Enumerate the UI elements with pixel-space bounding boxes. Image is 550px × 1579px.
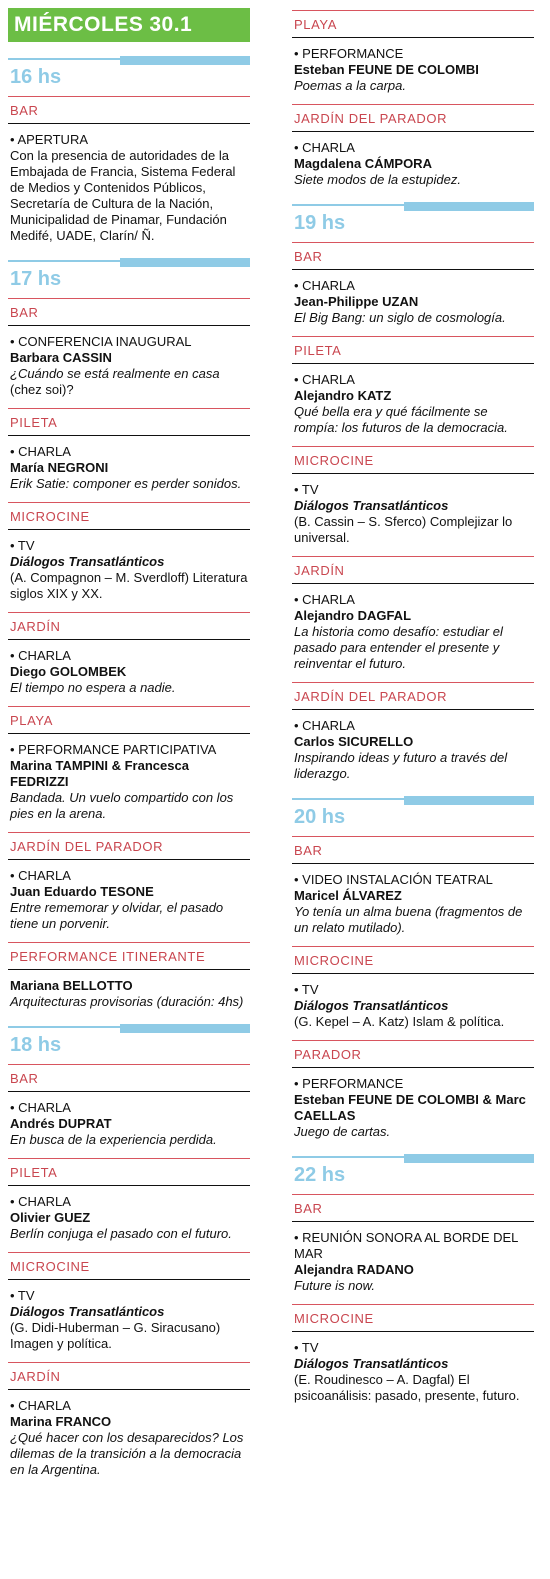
venue-header: PLAYA bbox=[292, 10, 534, 37]
event-type: • PERFORMANCE bbox=[294, 46, 404, 61]
event-title: Juego de cartas. bbox=[294, 1124, 391, 1139]
time-bar bbox=[404, 1154, 534, 1163]
right-column bbox=[292, 10, 534, 1414]
time-bar bbox=[120, 56, 250, 65]
event-description: Con la presencia de autoridades de la Embajada de Francia, Sistema Federal de Medios y Contenidos Públicos, Secretaría de Cultura de la Nación, Municipalidad de Pinamar, Fundación Medifé, UADE, Clarín/ Ñ. bbox=[10, 148, 236, 243]
event-item bbox=[8, 1092, 250, 1158]
time-rule bbox=[292, 204, 412, 206]
time-header bbox=[8, 258, 250, 298]
venue-header: MICROCINE bbox=[292, 946, 534, 973]
event-description: (chez soi)? bbox=[10, 382, 74, 397]
event-item bbox=[292, 270, 534, 336]
time-rule bbox=[8, 1026, 128, 1028]
event-description: (G. Didi-Huberman – G. Siracusano) Imagen y política. bbox=[10, 1320, 221, 1351]
event-description: (E. Roudinesco – A. Dagfal) El psicoanálisis: pasado, presente, futuro. bbox=[294, 1372, 520, 1403]
time-label: 19 hs bbox=[294, 212, 346, 234]
event-item bbox=[292, 364, 534, 446]
venue-header: JARDÍN bbox=[8, 1362, 250, 1389]
event-item bbox=[292, 584, 534, 682]
time-label: 16 hs bbox=[10, 66, 62, 88]
left-column bbox=[8, 0, 250, 1488]
event-type: • CHARLA bbox=[294, 372, 355, 387]
event-speaker: Alejandro DAGFAL bbox=[294, 608, 412, 623]
venue-header: PILETA bbox=[292, 336, 534, 363]
event-speaker: Mariana BELLOTTO bbox=[10, 978, 133, 993]
venue-header: PERFORMANCE ITINERANTE bbox=[8, 942, 250, 969]
day-date: 30.1 bbox=[149, 13, 193, 36]
event-title: Arquitecturas provisorias (duración: 4hs) bbox=[10, 994, 244, 1009]
event-type: • TV bbox=[294, 982, 319, 997]
event-type: • PERFORMANCE bbox=[294, 1076, 404, 1091]
venue-header: BAR bbox=[292, 836, 534, 863]
event-item bbox=[292, 1332, 534, 1414]
event-type: • CHARLA bbox=[10, 868, 71, 883]
time-header bbox=[292, 796, 534, 836]
time-rule bbox=[292, 1156, 412, 1158]
time-bar bbox=[120, 258, 250, 267]
event-type: • CHARLA bbox=[10, 648, 71, 663]
event-speaker: Esteban FEUNE DE COLOMBI bbox=[294, 62, 479, 77]
time-label: 22 hs bbox=[294, 1164, 346, 1186]
event-item bbox=[8, 1280, 250, 1362]
event-item bbox=[8, 734, 250, 832]
event-item bbox=[8, 860, 250, 942]
event-type: • TV bbox=[10, 538, 35, 553]
event-series: Diálogos Transatlánticos bbox=[10, 554, 165, 569]
venue-header: BAR bbox=[8, 1064, 250, 1091]
time-rule bbox=[8, 260, 128, 262]
right-schedule bbox=[292, 10, 534, 1414]
venue-header: PLAYA bbox=[8, 706, 250, 733]
event-item bbox=[292, 474, 534, 556]
event-title: Erik Satie: componer es perder sonidos. bbox=[10, 476, 242, 491]
event-speaker: María NEGRONI bbox=[10, 460, 109, 475]
event-type: • CHARLA bbox=[294, 278, 355, 293]
event-speaker: Jean-Philippe UZAN bbox=[294, 294, 419, 309]
event-speaker: Olivier GUEZ bbox=[10, 1210, 91, 1225]
time-header bbox=[292, 202, 534, 242]
venue-header: PILETA bbox=[8, 408, 250, 435]
day-banner bbox=[8, 8, 250, 42]
venue-header: BAR bbox=[292, 242, 534, 269]
event-item bbox=[292, 864, 534, 946]
event-series: Diálogos Transatlánticos bbox=[10, 1304, 165, 1319]
event-item bbox=[292, 974, 534, 1040]
time-label: 20 hs bbox=[294, 806, 346, 828]
left-schedule bbox=[8, 56, 250, 1488]
time-bar bbox=[120, 1024, 250, 1033]
day-label: MIÉRCOLES bbox=[14, 13, 144, 36]
time-header bbox=[8, 56, 250, 96]
event-title: En busca de la experiencia perdida. bbox=[10, 1132, 217, 1147]
time-rule bbox=[292, 798, 412, 800]
venue-header: MICROCINE bbox=[8, 502, 250, 529]
event-type: • CHARLA bbox=[10, 444, 71, 459]
event-title: ¿Cuándo se está realmente en casa bbox=[10, 366, 220, 381]
event-title: Inspirando ideas y futuro a través del liderazgo. bbox=[294, 750, 508, 781]
event-type: • REUNIÓN SONORA AL BORDE DEL MAR bbox=[294, 1230, 518, 1261]
event-type: • PERFORMANCE PARTICIPATIVA bbox=[10, 742, 217, 757]
event-speaker: Esteban FEUNE DE COLOMBI & Marc CAELLAS bbox=[294, 1092, 526, 1123]
event-item bbox=[8, 124, 250, 254]
event-item bbox=[292, 1222, 534, 1304]
event-title: El Big Bang: un siglo de cosmología. bbox=[294, 310, 506, 325]
event-title: Qué bella era y qué fácilmente se rompía: los futuros de la democracia. bbox=[294, 404, 508, 435]
time-label: 18 hs bbox=[10, 1034, 62, 1056]
event-title: El tiempo no espera a nadie. bbox=[10, 680, 176, 695]
event-speaker: Carlos SICURELLO bbox=[294, 734, 414, 749]
time-header bbox=[8, 1024, 250, 1064]
time-header bbox=[292, 1154, 534, 1194]
event-type: • APERTURA bbox=[10, 132, 88, 147]
event-title: Future is now. bbox=[294, 1278, 375, 1293]
event-type: • TV bbox=[10, 1288, 35, 1303]
event-item bbox=[292, 1068, 534, 1150]
venue-header: BAR bbox=[8, 96, 250, 123]
event-item bbox=[8, 640, 250, 706]
venue-header: JARDÍN DEL PARADOR bbox=[292, 104, 534, 131]
venue-header: MICROCINE bbox=[8, 1252, 250, 1279]
venue-header: JARDÍN DEL PARADOR bbox=[292, 682, 534, 709]
event-speaker: Alejandra RADANO bbox=[294, 1262, 414, 1277]
venue-header: MICROCINE bbox=[292, 1304, 534, 1331]
venue-header: JARDÍN bbox=[8, 612, 250, 639]
event-item bbox=[8, 530, 250, 612]
event-type: • VIDEO INSTALACIÓN TEATRAL bbox=[294, 872, 493, 887]
event-item bbox=[8, 436, 250, 502]
event-type: • CHARLA bbox=[10, 1100, 71, 1115]
time-rule bbox=[8, 58, 128, 60]
event-item bbox=[8, 1390, 250, 1488]
event-title: Siete modos de la estupidez. bbox=[294, 172, 461, 187]
event-item bbox=[292, 38, 534, 104]
event-type: • CHARLA bbox=[10, 1194, 71, 1209]
event-speaker: Juan Eduardo TESONE bbox=[10, 884, 154, 899]
event-title: Entre rememorar y olvidar, el pasado tiene un porvenir. bbox=[10, 900, 224, 931]
event-series: Diálogos Transatlánticos bbox=[294, 998, 449, 1013]
event-speaker: Magdalena CÁMPORA bbox=[294, 156, 432, 171]
event-title: Poemas a la carpa. bbox=[294, 78, 407, 93]
event-type: • CONFERENCIA INAUGURAL bbox=[10, 334, 192, 349]
event-title: Berlín conjuga el pasado con el futuro. bbox=[10, 1226, 232, 1241]
event-type: • CHARLA bbox=[294, 592, 355, 607]
event-item bbox=[8, 326, 250, 408]
event-description: (G. Kepel – A. Katz) Islam & política. bbox=[294, 1014, 505, 1029]
event-speaker: Barbara CASSIN bbox=[10, 350, 112, 365]
event-title: La historia como desafío: estudiar el pasado para entender el presente y reinventar el futuro. bbox=[294, 624, 503, 671]
venue-header: PILETA bbox=[8, 1158, 250, 1185]
event-type: • TV bbox=[294, 1340, 319, 1355]
venue-header: JARDÍN DEL PARADOR bbox=[8, 832, 250, 859]
event-speaker: Diego GOLOMBEK bbox=[10, 664, 127, 679]
event-speaker: Andrés DUPRAT bbox=[10, 1116, 112, 1131]
venue-header: BAR bbox=[8, 298, 250, 325]
event-title: Yo tenía un alma buena (fragmentos de un relato mutilado). bbox=[294, 904, 523, 935]
venue-header: MICROCINE bbox=[292, 446, 534, 473]
event-description: (A. Compagnon – M. Sverdloff) Literatura siglos XIX y XX. bbox=[10, 570, 248, 601]
venue-header: JARDÍN bbox=[292, 556, 534, 583]
event-item bbox=[292, 710, 534, 792]
time-bar bbox=[404, 202, 534, 211]
event-type: • CHARLA bbox=[10, 1398, 71, 1413]
event-type: • CHARLA bbox=[294, 718, 355, 733]
event-speaker: Maricel ÁLVAREZ bbox=[294, 888, 402, 903]
time-bar bbox=[404, 796, 534, 805]
time-label: 17 hs bbox=[10, 268, 62, 290]
event-item bbox=[8, 970, 250, 1020]
event-series: Diálogos Transatlánticos bbox=[294, 1356, 449, 1371]
event-series: Diálogos Transatlánticos bbox=[294, 498, 449, 513]
event-title: Bandada. Un vuelo compartido con los pies en la arena. bbox=[10, 790, 234, 821]
venue-header: PARADOR bbox=[292, 1040, 534, 1067]
venue-header: BAR bbox=[292, 1194, 534, 1221]
event-speaker: Marina FRANCO bbox=[10, 1414, 112, 1429]
event-speaker: Marina TAMPINI & Francesca FEDRIZZI bbox=[10, 758, 189, 789]
event-title: ¿Qué hacer con los desaparecidos? Los dilemas de la transición a la democracia en la Argentina. bbox=[10, 1430, 244, 1477]
event-type: • CHARLA bbox=[294, 140, 355, 155]
event-description: (B. Cassin – S. Sferco) Complejizar lo universal. bbox=[294, 514, 513, 545]
event-speaker: Alejandro KATZ bbox=[294, 388, 392, 403]
event-item bbox=[8, 1186, 250, 1252]
event-item bbox=[292, 132, 534, 198]
event-type: • TV bbox=[294, 482, 319, 497]
